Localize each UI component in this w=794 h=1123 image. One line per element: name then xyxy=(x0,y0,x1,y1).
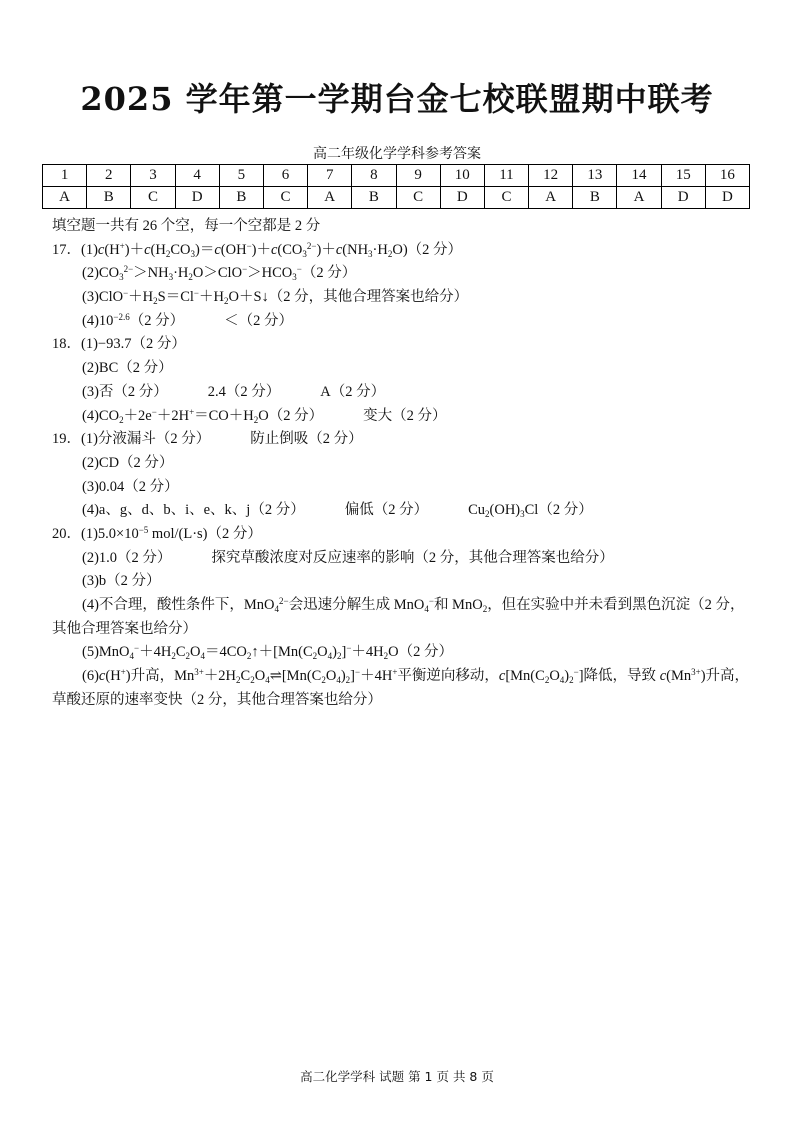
q18-part3-a: (3)否（2 分） xyxy=(82,383,168,400)
question-number: 6 xyxy=(263,165,307,187)
question-number: 3 xyxy=(131,165,175,187)
answer-key-subtitle: 高二年级化学学科参考答案 xyxy=(313,146,481,162)
answer-content xyxy=(52,215,752,713)
answer-table xyxy=(42,164,750,209)
q19-part4-b: 偏低（2 分） xyxy=(344,502,429,519)
question-number: 8 xyxy=(352,165,396,187)
answer-cell: A xyxy=(308,187,352,209)
question-number: 16 xyxy=(705,165,749,187)
question-number: 14 xyxy=(617,165,661,187)
q20-part2-b: 探究草酸浓度对反应速率的影响（2 分，其他合理答案也给分） xyxy=(211,549,614,566)
q20-part1: 20．$(1)5.0\times 10^{-5}$ mol/(L·s)（2 分） xyxy=(52,524,262,542)
question-number: 4 xyxy=(175,165,219,187)
q19-part2: (2)CD（2 分） xyxy=(82,454,174,471)
q20-part2-a: (2)1.0（2 分） xyxy=(82,549,172,566)
q18-part4-b: 变大（2 分） xyxy=(363,407,447,424)
q19-part1-b: 防止倒吸（2 分） xyxy=(250,431,363,448)
q20-part4: (4)不合理，酸性条件下，MnO$_4^{2-}$会迅速分解生成 MnO$_4$−和 MnO$_2$，但在实验中并未看到黑色沉淀（2 分，其他合理答案也给分） xyxy=(52,596,745,637)
q19-part4-a: (4)a、g、d、b、i、e、k、j（2 分） xyxy=(82,502,305,519)
question-number: 1 xyxy=(43,165,87,187)
question-number: 15 xyxy=(661,165,705,187)
answer-cell: D xyxy=(175,187,219,209)
answer-cell: B xyxy=(573,187,617,209)
q20-part6: (6)c(H+)升高，$Mn^{3+}+2H_2C_2O_4\rightleftharpoons[Mn(C_2O_4)_2]^-+4H^+$平衡逆向移动，$c[Mn(C_2O_4)_2^-]$降低，导致 $c(Mn^{3+})$升高，草酸还原的速率变快（2 分，其他合理答案也给分） xyxy=(52,667,750,708)
scoring-note: 填空题一共有 26 个空，每一个空都是 2 分 xyxy=(52,218,321,234)
question-number: 5 xyxy=(219,165,263,187)
answer-cell: D xyxy=(661,187,705,209)
q19-part3: (3)0.04（2 分） xyxy=(82,478,179,495)
q18-part2: (2)BC（2 分） xyxy=(82,360,173,377)
question-number: 12 xyxy=(529,165,573,187)
q20-part3: (3)b（2 分） xyxy=(82,573,161,590)
q17-part4: $(4)10^{-2.6}(2$ 分） ＜（2 分） xyxy=(82,311,293,329)
answer-cell: D xyxy=(440,187,484,209)
q18-part1: 18．(1)−93.7（2 分） xyxy=(52,336,186,353)
page-title: 2025 学年第一学期台金七校联盟期中联考 xyxy=(80,80,714,118)
answer-cell: A xyxy=(43,187,87,209)
question-number-row xyxy=(43,165,750,187)
q19-part1 xyxy=(52,428,752,452)
q20-part2 xyxy=(52,547,752,571)
q18-part4: $(4)CO_2+2e^-+2H^+=CO+H_2O(2$ 分） 变大（2 分） xyxy=(82,406,447,425)
question-number: 10 xyxy=(440,165,484,187)
question-number: 9 xyxy=(396,165,440,187)
answer-cell: C xyxy=(263,187,307,209)
answer-cell: D xyxy=(705,187,749,209)
question-number: 2 xyxy=(87,165,131,187)
answer-cell: B xyxy=(219,187,263,209)
question-number: 11 xyxy=(484,165,528,187)
answer-cell: B xyxy=(352,187,396,209)
question-number: 13 xyxy=(573,165,617,187)
answer-cell: C xyxy=(484,187,528,209)
q20-part5: $(5)MnO_4^-+4H_2C_2O_4=4CO_2↑+[Mn(C_2O_4)_2]^-+4H_2O(2$ 分） xyxy=(82,643,453,662)
answer-cell: A xyxy=(617,187,661,209)
q17-part3: $(3)ClO^-+H_2S=Cl^-+H_2O+S↓(2$ 分，其他合理答案也给分） xyxy=(82,288,469,307)
q17-part2: $(2)CO_3^{2-}>NH_3\cdot H_2O>ClO^->HCO_3^-(2$ 分） xyxy=(82,264,357,283)
answer-cell: C xyxy=(131,187,175,209)
q18-part3 xyxy=(52,381,752,405)
question-number: 7 xyxy=(308,165,352,187)
q19-part4: (4)a、g、d、b、i、e、k、j（2 分） 偏低（2 分） $Cu_2(OH)_3Cl(2$ 分） xyxy=(82,502,593,520)
q19-part1-a: 19．(1)分液漏斗（2 分） xyxy=(52,431,211,448)
answer-cell: C xyxy=(396,187,440,209)
q18-part3-c: A（2 分） xyxy=(320,383,386,400)
page-footer: 高二化学学科 试题 第 1 页 共 8 页 xyxy=(300,1069,494,1084)
q18-part3-b: 2.4（2 分） xyxy=(207,383,281,400)
answer-cell: B xyxy=(87,187,131,209)
q17-part1: 17．$(1)c(H^+)+c(H_2CO_3)=c(OH^-)+c(CO_3^{2-})+c(NH_3\cdot H_2O)(2$ 分） xyxy=(52,240,463,259)
answer-row xyxy=(43,187,750,209)
answer-cell: A xyxy=(529,187,573,209)
